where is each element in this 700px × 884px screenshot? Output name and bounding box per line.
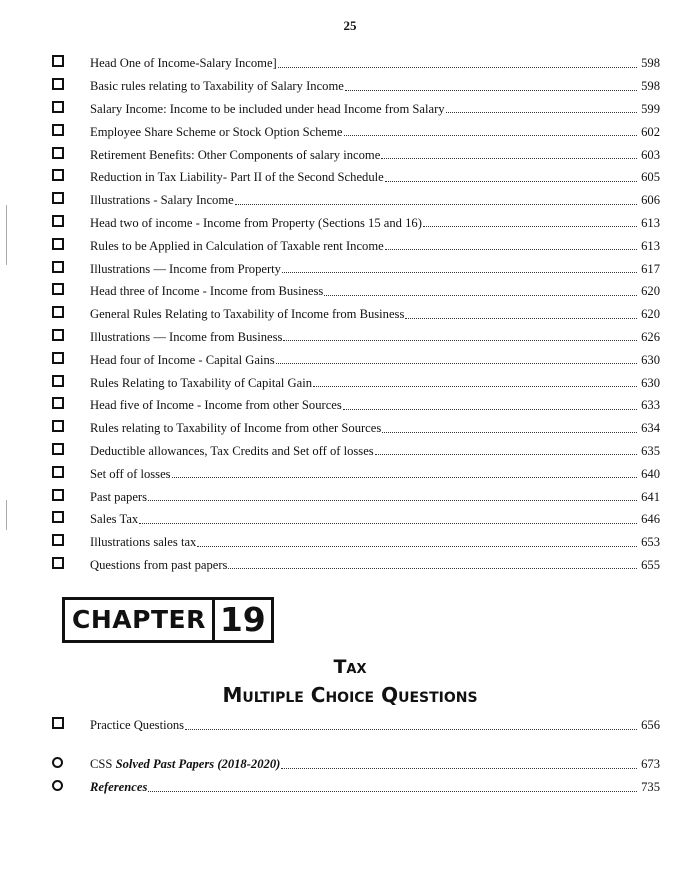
dot-leader — [228, 554, 637, 569]
checkbox-bullet-icon — [52, 552, 90, 575]
dot-leader — [375, 440, 637, 455]
toc-entry[interactable] — [52, 141, 660, 164]
toc-entry-title: Rules to be Applied in Calculation of Taxable rent Income — [90, 238, 384, 253]
toc-entry-title — [90, 753, 280, 776]
toc-entry-title: Deductible allowances, Tax Credits and Set off of losses — [90, 443, 374, 458]
dot-leader — [283, 326, 637, 341]
dot-leader — [381, 144, 637, 159]
checkbox-bullet-icon — [52, 73, 90, 96]
toc-page-number: 633 — [641, 398, 660, 413]
checkbox-bullet-icon — [52, 232, 90, 255]
toc-entry-title: Illustrations sales tax — [90, 535, 197, 550]
dot-leader — [423, 212, 637, 227]
toc-entry[interactable] — [52, 118, 660, 141]
toc-entry[interactable] — [52, 460, 660, 483]
toc-entry[interactable] — [52, 415, 660, 438]
toc-entry-emphasis: References — [90, 779, 148, 794]
toc-entry[interactable] — [52, 96, 660, 119]
checkbox-bullet-icon — [52, 96, 90, 119]
toc-entry-title: Head One of Income-Salary Income] — [90, 56, 277, 71]
toc-entry[interactable] — [52, 255, 660, 278]
toc-page-number: 620 — [641, 307, 660, 322]
table-of-contents — [52, 50, 660, 574]
toc-page-number: 656 — [641, 718, 660, 733]
checkbox-bullet-icon — [52, 324, 90, 347]
checkbox-bullet-icon — [52, 483, 90, 506]
toc-entry-title: Illustrations — Income from Business — [90, 329, 283, 344]
toc-entry-title: Rules relating to Taxability of Income from other Sources — [90, 421, 382, 436]
toc-entry-title: Head three of Income - Income from Business — [90, 284, 324, 299]
toc-page-number: 635 — [641, 443, 660, 458]
toc-entry-emphasis: Solved Past Papers (2018-2020) — [115, 756, 281, 771]
toc-entry[interactable] — [52, 774, 660, 797]
toc-page-number: 605 — [641, 170, 660, 185]
toc-page-number: 617 — [641, 261, 660, 276]
appendix-contents — [52, 751, 660, 797]
toc-entry-title: Past papers — [90, 489, 148, 504]
toc-entry-title: Sales Tax — [90, 512, 139, 527]
dot-leader — [282, 258, 637, 273]
toc-entry-title: Head two of income - Income from Property (Sections 15 and 16) — [90, 215, 422, 230]
circle-bullet-icon — [52, 751, 90, 774]
dot-leader — [385, 167, 637, 182]
scan-margin-mark — [6, 205, 7, 265]
checkbox-bullet-icon — [52, 460, 90, 483]
dot-leader — [276, 349, 637, 364]
toc-entry-title: Head four of Income - Capital Gains — [90, 352, 275, 367]
toc-page-number: 653 — [641, 535, 660, 550]
toc-entry-title: Illustrations — Income from Property — [90, 261, 281, 276]
toc-entry-title: Set off of losses — [90, 466, 171, 481]
dot-leader — [148, 777, 637, 792]
circle-bullet-icon — [52, 774, 90, 797]
checkbox-bullet-icon — [52, 346, 90, 369]
dot-leader — [324, 281, 637, 296]
checkbox-bullet-icon — [52, 118, 90, 141]
toc-page-number: 630 — [641, 375, 660, 390]
dot-leader — [281, 754, 637, 769]
toc-page-number: 620 — [641, 284, 660, 299]
dot-leader — [139, 509, 637, 524]
dot-leader — [235, 190, 637, 205]
toc-entry-title: Illustrations - Salary Income — [90, 193, 234, 208]
checkbox-bullet-icon — [52, 187, 90, 210]
toc-entry[interactable] — [52, 187, 660, 210]
toc-page-number: 613 — [641, 238, 660, 253]
toc-entry-title — [90, 776, 147, 799]
dot-leader — [197, 532, 637, 547]
dot-leader — [385, 235, 637, 250]
toc-entry[interactable] — [52, 712, 660, 735]
toc-entry[interactable] — [52, 506, 660, 529]
chapter-label: CHAPTER — [62, 597, 212, 643]
checkbox-bullet-icon — [52, 369, 90, 392]
toc-page-number: 735 — [641, 779, 660, 794]
toc-entry[interactable] — [52, 232, 660, 255]
toc-entry-title: Basic rules relating to Taxability of Salary Income — [90, 79, 344, 94]
dot-leader — [148, 486, 637, 501]
toc-entry[interactable] — [52, 438, 660, 461]
toc-page-number: 630 — [641, 352, 660, 367]
toc-page-number: 606 — [641, 193, 660, 208]
toc-page-number: 634 — [641, 421, 660, 436]
toc-entry[interactable] — [52, 50, 660, 73]
scan-margin-mark — [6, 500, 7, 530]
dot-leader — [345, 76, 637, 91]
toc-page-number: 602 — [641, 124, 660, 139]
toc-entry[interactable] — [52, 164, 660, 187]
checkbox-bullet-icon — [52, 255, 90, 278]
checkbox-bullet-icon — [52, 438, 90, 461]
chapter-subtitle: Multiple Choice Questions — [222, 683, 478, 707]
toc-entry-title: Practice Questions — [90, 718, 185, 733]
toc-entry[interactable] — [52, 529, 660, 552]
checkbox-bullet-icon — [52, 50, 90, 73]
toc-entry[interactable] — [52, 278, 660, 301]
toc-entry-title: Employee Share Scheme or Stock Option Scheme — [90, 124, 343, 139]
toc-page-number: 626 — [641, 329, 660, 344]
chapter-title: Tax — [333, 656, 367, 678]
toc-entry[interactable] — [52, 483, 660, 506]
toc-entry-title: General Rules Relating to Taxability of Income from Business — [90, 307, 405, 322]
toc-entry[interactable] — [52, 552, 660, 575]
toc-entry[interactable] — [52, 346, 660, 369]
toc-entry-title: Head five of Income - Income from other Sources — [90, 398, 342, 413]
toc-page-number: 655 — [641, 557, 660, 572]
toc-entry[interactable] — [52, 210, 660, 233]
dot-leader — [344, 121, 637, 136]
toc-page-number: 603 — [641, 147, 660, 162]
toc-entry[interactable] — [52, 73, 660, 96]
toc-entry[interactable] — [52, 751, 660, 774]
toc-page-number: 646 — [641, 512, 660, 527]
toc-entry-title: Retirement Benefits: Other Components of salary income — [90, 147, 381, 162]
dot-leader — [172, 463, 637, 478]
toc-page-number: 598 — [641, 79, 660, 94]
toc-entry-title: Questions from past papers — [90, 557, 228, 572]
toc-page-number: 640 — [641, 466, 660, 481]
toc-entry[interactable] — [52, 301, 660, 324]
toc-entry[interactable] — [52, 324, 660, 347]
checkbox-bullet-icon — [52, 278, 90, 301]
toc-entry[interactable] — [52, 369, 660, 392]
toc-entry-title: Salary Income: Income to be included under head Income from Salary — [90, 101, 445, 116]
checkbox-bullet-icon — [52, 712, 90, 735]
dot-leader — [313, 372, 637, 387]
dot-leader — [446, 98, 637, 113]
toc-page-number: 613 — [641, 215, 660, 230]
toc-page-number: 599 — [641, 101, 660, 116]
page-number: 25 — [343, 18, 357, 33]
checkbox-bullet-icon — [52, 210, 90, 233]
toc-entry-prefix: CSS — [90, 756, 116, 771]
checkbox-bullet-icon — [52, 301, 90, 324]
checkbox-bullet-icon — [52, 164, 90, 187]
checkbox-bullet-icon — [52, 141, 90, 164]
checkbox-bullet-icon — [52, 415, 90, 438]
chapter-number: 19 — [212, 597, 274, 643]
toc-page-number: 598 — [641, 56, 660, 71]
toc-page-number: 641 — [641, 489, 660, 504]
toc-entry-title: Rules Relating to Taxability of Capital Gain — [90, 375, 313, 390]
dot-leader — [343, 395, 637, 410]
chapter-contents — [52, 712, 660, 735]
checkbox-bullet-icon — [52, 392, 90, 415]
toc-entry[interactable] — [52, 392, 660, 415]
checkbox-bullet-icon — [52, 529, 90, 552]
toc-entry-title: Reduction in Tax Liability- Part II of the Second Schedule — [90, 170, 384, 185]
dot-leader — [405, 304, 637, 319]
checkbox-bullet-icon — [52, 506, 90, 529]
chapter-badge — [62, 597, 274, 643]
toc-page-number: 673 — [641, 756, 660, 771]
dot-leader — [278, 53, 637, 68]
dot-leader — [185, 715, 637, 730]
dot-leader — [382, 418, 637, 433]
